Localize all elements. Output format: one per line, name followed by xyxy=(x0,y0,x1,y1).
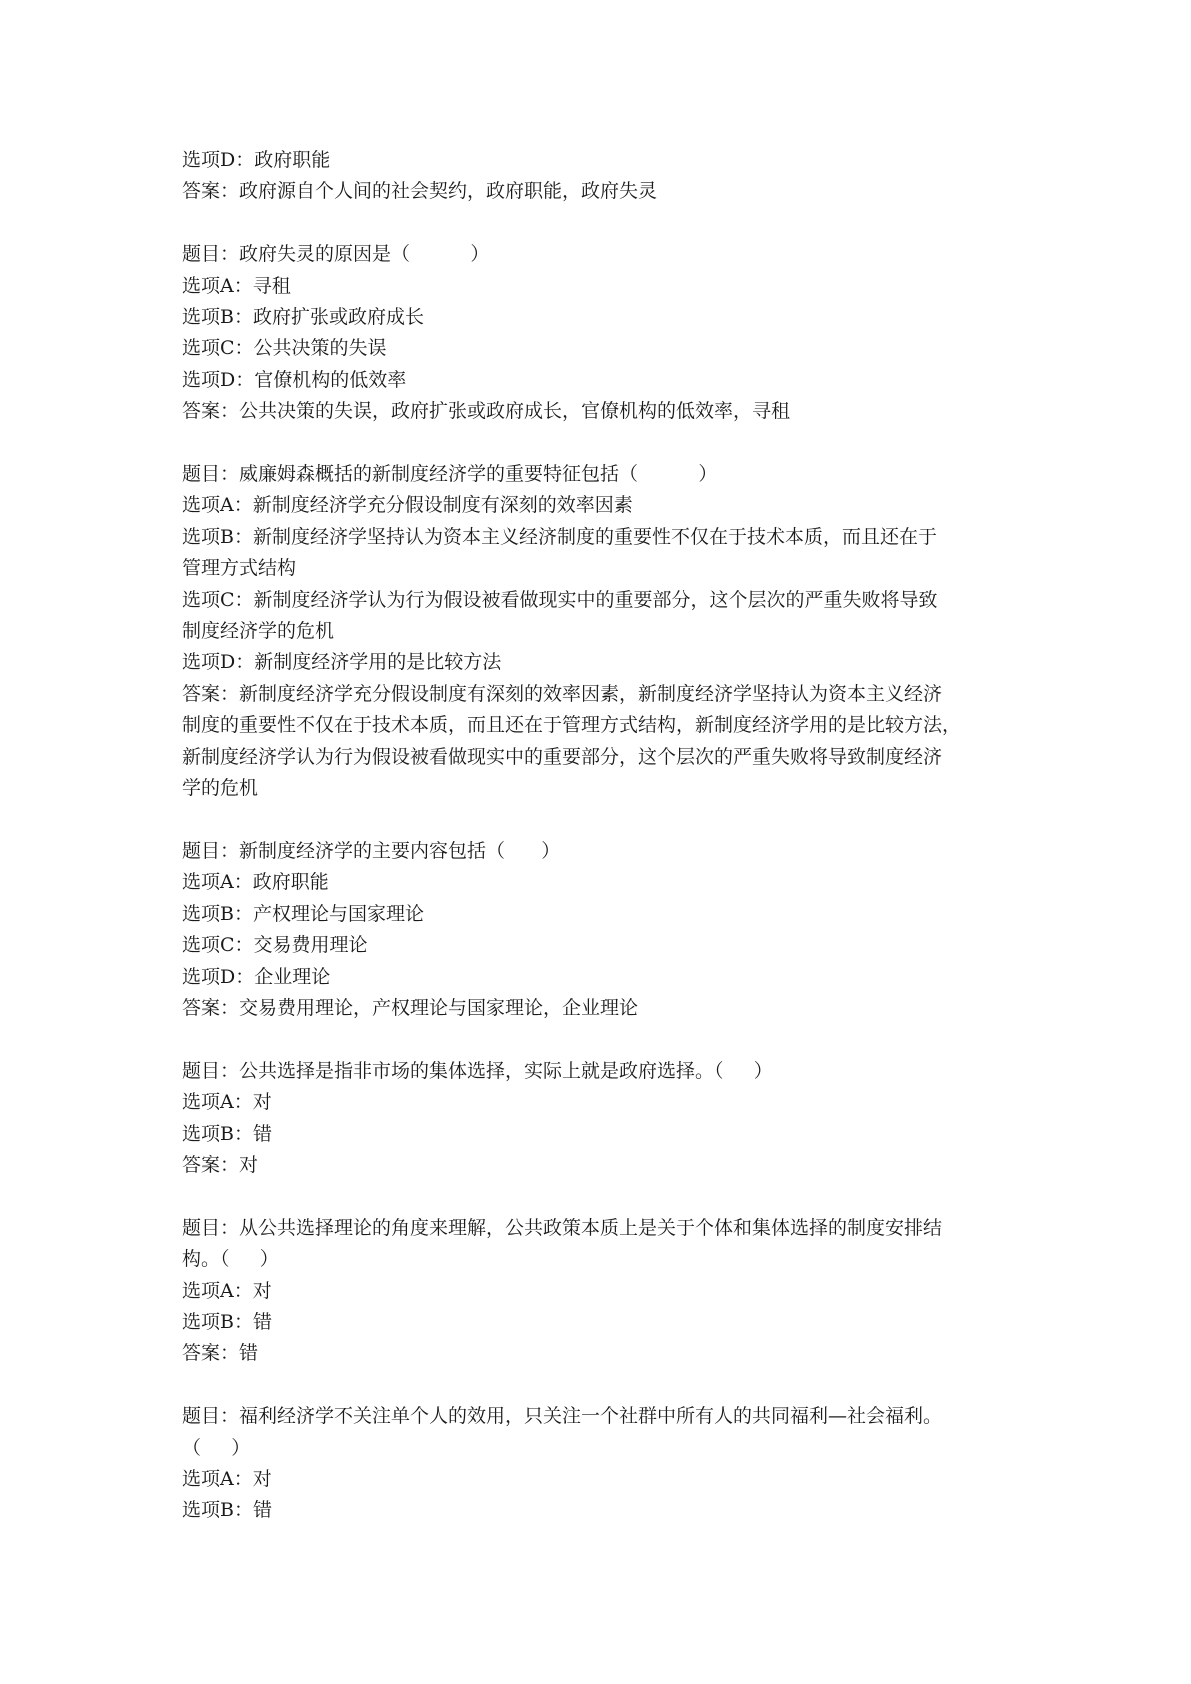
option-text: 选项D：企业理论 xyxy=(182,965,331,988)
option-text: 选项A：对 xyxy=(182,1467,272,1490)
continuation-text: 学的危机 xyxy=(182,777,259,800)
continuation-text: （ ） xyxy=(182,1436,251,1459)
option-text: 选项A：政府职能 xyxy=(182,871,329,894)
blank-line xyxy=(182,1024,1022,1055)
question-text: 题目：政府失灵的原因是（ ） xyxy=(182,243,490,266)
answer-text: 答案：错 xyxy=(182,1342,259,1365)
blank-line xyxy=(182,208,1022,239)
blank-line xyxy=(182,805,1022,836)
blank-line xyxy=(182,1370,1022,1401)
option-text: 选项B：错 xyxy=(182,1122,272,1145)
answer-text: 答案：政府源自个人间的社会契约，政府职能，政府失灵 xyxy=(182,180,658,203)
option-text: 选项A：对 xyxy=(182,1279,272,1302)
question-text: 题目：从公共选择理论的角度来理解，公共政策本质上是关于个体和集体选择的制度安排结 xyxy=(182,1216,943,1239)
continuation-text: 管理方式结构 xyxy=(182,557,297,580)
question-text: 题目：公共选择是指非市场的集体选择，实际上就是政府选择。（ ） xyxy=(182,1059,773,1082)
option-text: 选项C：公共决策的失误 xyxy=(182,337,387,360)
question-text: 题目：新制度经济学的主要内容包括（ ） xyxy=(182,839,561,862)
continuation-text: 构。（ ） xyxy=(182,1248,279,1271)
answer-text: 答案：公共决策的失误，政府扩张或政府成长，官僚机构的低效率，寻租 xyxy=(182,400,791,423)
option-text: 选项D：官僚机构的低效率 xyxy=(182,368,407,391)
option-text: 选项A：新制度经济学充分假设制度有深刻的效率因素 xyxy=(182,494,633,517)
question-text: 题目：福利经济学不关注单个人的效用，只关注一个社群中所有人的共同福利—社会福利。 xyxy=(182,1405,943,1428)
option-text: 选项C：新制度经济学认为行为假设被看做现实中的重要部分，这个层次的严重失败将导致 xyxy=(182,588,938,611)
option-text: 选项A：对 xyxy=(182,1091,272,1114)
question-list xyxy=(182,145,1022,1527)
continuation-text: 新制度经济学认为行为假设被看做现实中的重要部分，这个层次的严重失败将导致制度经济 xyxy=(182,745,943,768)
continuation-text: 制度经济学的危机 xyxy=(182,620,335,643)
option-text: 选项B：产权理论与国家理论 xyxy=(182,902,424,925)
blank-line xyxy=(182,1181,1022,1212)
option-text: 选项B：错 xyxy=(182,1310,272,1333)
document-page xyxy=(182,145,1022,1527)
answer-text: 答案：交易费用理论，产权理论与国家理论，企业理论 xyxy=(182,996,639,1019)
option-text: 选项D：政府职能 xyxy=(182,149,331,171)
option-text: 选项A：寻租 xyxy=(182,274,291,297)
option-text: 选项B：新制度经济学坚持认为资本主义经济制度的重要性不仅在于技术本质，而且还在于 xyxy=(182,525,937,548)
blank-line xyxy=(182,428,1022,459)
option-text: 选项B：错 xyxy=(182,1499,272,1522)
answer-text: 答案：对 xyxy=(182,1153,259,1176)
continuation-text: 制度的重要性不仅在于技术本质，而且还在于管理方式结构，新制度经济学用的是比较方法， xyxy=(182,714,962,737)
question-text: 题目：威廉姆森概括的新制度经济学的重要特征包括（ ） xyxy=(182,463,718,486)
option-text: 选项C：交易费用理论 xyxy=(182,934,368,957)
answer-text: 答案：新制度经济学充分假设制度有深刻的效率因素，新制度经济学坚持认为资本主义经济 xyxy=(182,682,943,705)
option-text: 选项B：政府扩张或政府成长 xyxy=(182,306,424,329)
option-text: 选项D：新制度经济学用的是比较方法 xyxy=(182,651,502,674)
